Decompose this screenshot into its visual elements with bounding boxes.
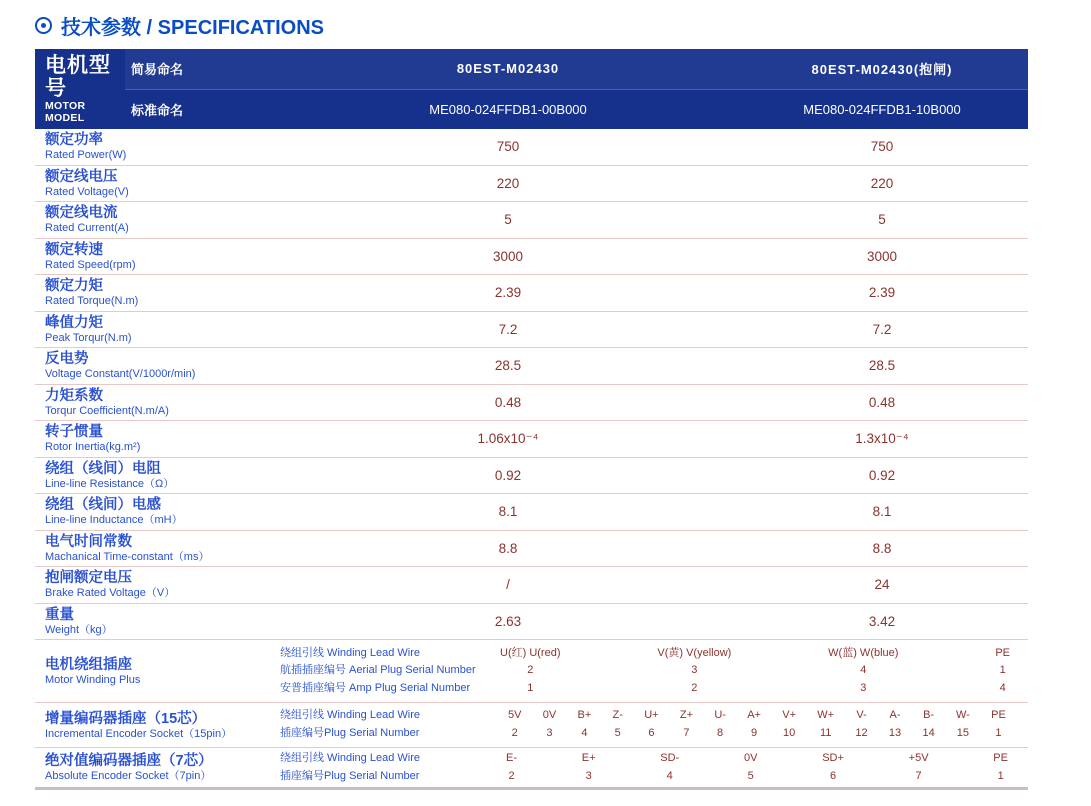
spec-label — [35, 570, 280, 599]
incremental-pin-column — [782, 707, 796, 742]
spec-label — [35, 424, 280, 453]
standard-name-model-2: ME080-024FFDB1-10B000 — [803, 101, 961, 117]
absolute-pin-name: E+ — [581, 751, 596, 764]
winding-pin-amp-number: 1 — [527, 681, 534, 694]
winding-subrow-labels — [280, 645, 500, 698]
incremental-pin-column — [508, 707, 521, 742]
table-row — [35, 275, 1028, 312]
winding-label-cn: 电机绕组插座 — [45, 656, 132, 673]
winding-pin-name: PE — [995, 646, 1010, 659]
spec-label — [35, 351, 280, 380]
incremental-pin-name: 0V — [542, 709, 557, 722]
incremental-pin-column — [644, 707, 658, 742]
spec-value-model-2: 220 — [870, 175, 894, 191]
page-title-text: 技术参数 / SPECIFICATIONS — [61, 17, 324, 39]
winding-pin-aerial-number: 2 — [527, 664, 534, 677]
incremental-pin-name: B+ — [577, 709, 592, 722]
absolute-pin-number: 5 — [747, 769, 754, 782]
spec-value-model-1: / — [506, 577, 510, 593]
standard-name-label: 标准命名 — [131, 102, 184, 118]
winding-pin-aerial-number: 1 — [999, 664, 1006, 677]
absolute-plug-serial-label: 插座编号Plug Serial Number — [280, 769, 420, 782]
absolute-pin-name: SD+ — [822, 751, 844, 764]
spec-value-model-1: 2.39 — [494, 285, 522, 301]
incremental-pin-column — [747, 707, 761, 742]
winding-pin-column — [657, 645, 731, 698]
spec-label-cn: 抱闸额定电压 — [45, 570, 132, 586]
spec-value-model-2: 3000 — [866, 248, 898, 264]
winding-section-label — [35, 656, 280, 687]
spec-label-cn: 电气时间常数 — [45, 533, 132, 550]
incremental-pin-column — [855, 707, 867, 742]
spec-value-model-2: 3.42 — [868, 613, 896, 629]
spec-label-en: Line-line Resistance（Ω） — [45, 477, 175, 490]
spec-label-cn: 峰值力矩 — [45, 314, 103, 331]
incremental-pin-number: 5 — [614, 727, 621, 739]
motor-model-label-en: MOTOR MODEL — [45, 100, 86, 125]
spec-value-model-2: 7.2 — [872, 321, 892, 337]
incremental-pin-number: 12 — [855, 727, 868, 739]
spec-label-en: Rated Torque(N.m) — [45, 295, 139, 308]
spec-label-en: Rotor Inertia(kg.m²) — [45, 441, 141, 454]
spec-rows — [35, 129, 1028, 640]
incremental-subrow-labels — [280, 707, 500, 742]
absolute-pin-columns — [500, 750, 1028, 785]
spec-label-en: Rated Power(W) — [45, 149, 127, 162]
incremental-pin-column — [578, 707, 592, 742]
spec-label-en: Rated Voltage(V) — [45, 185, 129, 198]
incremental-pin-name: U+ — [644, 709, 659, 722]
spec-label-en: Brake Rated Voltage（V） — [45, 587, 176, 600]
incremental-pin-columns — [500, 707, 1028, 742]
table-row — [35, 385, 1028, 422]
absolute-pin-number: 2 — [508, 769, 515, 782]
spec-label-en: Rated Speed(rpm) — [45, 258, 136, 271]
incremental-pin-name: 5V — [508, 709, 522, 722]
incremental-pin-column — [680, 707, 693, 742]
spec-label-en: Torqur Coefficient(N.m/A) — [45, 404, 169, 417]
absolute-pin-name: SD- — [660, 751, 680, 764]
absolute-subrow-labels — [280, 750, 500, 785]
spec-value-model-1: 8.8 — [498, 540, 518, 556]
incremental-pin-name: PE — [991, 709, 1006, 722]
spec-label-cn: 力矩系数 — [45, 387, 103, 404]
spec-value-model-1: 8.1 — [498, 504, 518, 520]
spec-label-cn: 额定力矩 — [45, 278, 103, 294]
spec-label-en: Machanical Time-constant（ms） — [45, 550, 210, 563]
standard-name-row — [125, 89, 1028, 130]
incremental-pin-number: 8 — [717, 727, 724, 739]
absolute-pin-column — [660, 750, 679, 785]
incremental-pin-column — [889, 707, 901, 742]
incremental-pin-column — [817, 707, 834, 742]
absolute-pin-column — [909, 750, 929, 785]
table-row — [35, 348, 1028, 385]
incremental-pin-number: 14 — [922, 727, 935, 739]
winding-pin-amp-number: 2 — [691, 681, 698, 694]
absolute-pin-number: 4 — [666, 769, 673, 782]
absolute-pin-number: 1 — [997, 769, 1004, 782]
spec-value-model-2: 5 — [878, 212, 886, 228]
absolute-pin-number: 3 — [585, 769, 592, 782]
spec-value-model-2: 750 — [870, 139, 894, 155]
spec-label — [35, 534, 280, 563]
header-name-rows — [125, 49, 1028, 129]
spec-label-cn: 反电势 — [45, 351, 89, 367]
spec-label-cn: 额定线电压 — [45, 168, 118, 185]
spec-value-model-1: 0.48 — [494, 394, 522, 410]
incremental-pin-number: 10 — [783, 727, 796, 739]
spec-label-cn: 额定线电流 — [45, 205, 118, 221]
absolute-pin-name: PE — [993, 751, 1008, 764]
absolute-pin-column — [744, 750, 757, 785]
incremental-pin-column — [956, 707, 970, 742]
incremental-pin-column — [543, 707, 556, 742]
incremental-pin-name: V+ — [782, 709, 797, 722]
spec-value-model-1: 5 — [504, 212, 512, 228]
spec-value-model-1: 7.2 — [498, 321, 518, 337]
incremental-pin-name: A- — [889, 709, 901, 722]
incremental-pin-column — [714, 707, 726, 742]
table-row — [35, 531, 1028, 568]
spec-label-cn: 重量 — [45, 606, 74, 623]
incremental-pin-column — [922, 707, 934, 742]
spec-value-model-1: 750 — [496, 139, 520, 155]
absolute-label-en: Absolute Encoder Socket（7pin） — [45, 770, 212, 783]
winding-pin-aerial-number: 4 — [860, 664, 867, 677]
spec-label — [35, 169, 280, 198]
table-row — [35, 202, 1028, 239]
spec-label — [35, 461, 280, 490]
spec-label — [35, 497, 280, 526]
incremental-pin-number: 15 — [956, 727, 970, 739]
aerial-plug-serial-label: 航插插座编号 Aerial Plug Serial Number — [280, 664, 476, 677]
spec-label — [35, 607, 280, 636]
spec-value-model-2: 1.3x10⁻⁴ — [855, 430, 909, 446]
table-row — [35, 567, 1028, 604]
incremental-label-en: Incremental Encoder Socket（15pin） — [45, 727, 233, 740]
spec-value-model-1: 28.5 — [494, 358, 522, 374]
winding-pin-aerial-number: 3 — [691, 664, 698, 677]
spec-value-model-2: 8.1 — [872, 504, 892, 520]
winding-pin-column — [995, 645, 1010, 698]
incremental-pin-number: 6 — [648, 727, 655, 739]
winding-pin-column — [500, 645, 561, 698]
spec-label-en: Voltage Constant(V/1000r/min) — [45, 368, 196, 381]
incremental-pin-number: 2 — [511, 727, 518, 739]
winding-pin-name: W(蓝) W(blue) — [828, 646, 899, 659]
absolute-label-cn: 绝对值编码器插座（7芯） — [45, 753, 213, 770]
incremental-pin-number: 9 — [751, 727, 758, 739]
absolute-pin-name: 0V — [743, 751, 758, 764]
motor-winding-plug-section — [35, 640, 1028, 703]
spec-value-model-1: 3000 — [492, 248, 524, 264]
spec-label — [35, 278, 280, 307]
standard-name-model-1: ME080-024FFDB1-00B000 — [429, 101, 587, 117]
incremental-pin-number: 3 — [546, 727, 553, 739]
spec-label-en: Weight（kg） — [45, 623, 113, 636]
incremental-pin-number: 4 — [581, 727, 588, 739]
absolute-encoder-section — [35, 748, 1028, 790]
spec-value-model-1: 220 — [496, 175, 520, 191]
incremental-lead-wire-label: 绕组引线 Winding Lead Wire — [280, 709, 420, 722]
simple-name-label: 简易命名 — [131, 62, 184, 78]
absolute-pin-number: 6 — [829, 769, 837, 782]
table-row — [35, 494, 1028, 531]
simple-name-model-2: 80EST-M02430(抱闸) — [811, 62, 953, 78]
incremental-pin-name: Z- — [612, 709, 623, 722]
table-row — [35, 129, 1028, 166]
table-header — [35, 49, 1028, 129]
incremental-pin-number: 1 — [995, 727, 1002, 739]
incremental-plug-serial-label: 插座编号Plug Serial Number — [280, 727, 420, 739]
amp-plug-serial-label: 安普插座编号 Amp Plug Serial Number — [280, 681, 471, 694]
simple-name-row — [125, 49, 1028, 89]
absolute-pin-number: 7 — [915, 769, 922, 782]
spec-value-model-1: 0.92 — [494, 467, 522, 483]
incremental-encoder-section — [35, 703, 1028, 748]
spec-label — [35, 388, 280, 417]
spec-label — [35, 205, 280, 234]
spec-value-model-2: 8.8 — [872, 540, 892, 556]
simple-name-model-1: 80EST-M02430 — [456, 61, 560, 77]
winding-pin-columns — [500, 645, 1028, 698]
incremental-section-label — [35, 710, 280, 741]
spec-label — [35, 132, 280, 161]
table-row — [35, 312, 1028, 349]
motor-model-header-cell — [35, 49, 125, 129]
incremental-pin-name: A+ — [747, 709, 761, 722]
spec-value-model-2: 0.92 — [868, 467, 896, 483]
incremental-pin-name: B- — [923, 709, 935, 722]
spec-label-cn: 额定转速 — [45, 241, 103, 258]
table-row — [35, 166, 1028, 203]
spec-value-model-2: 28.5 — [868, 358, 896, 374]
winding-pin-name: U(红) U(red) — [500, 646, 561, 659]
absolute-pin-name: E- — [506, 751, 517, 764]
incremental-pin-column — [991, 707, 1006, 742]
spec-label-en: Peak Torqur(N.m) — [45, 331, 132, 344]
winding-pin-amp-number: 4 — [999, 681, 1006, 694]
spec-label — [35, 242, 280, 271]
table-row — [35, 458, 1028, 495]
incremental-pin-number: 7 — [683, 727, 690, 739]
spec-label-en: Line-line Inductance（mH） — [45, 514, 183, 527]
absolute-lead-wire-label: 绕组引线 Winding Lead Wire — [280, 751, 420, 764]
incremental-label-cn: 增量编码器插座（15芯） — [45, 710, 207, 727]
incremental-pin-name: Z+ — [679, 709, 694, 722]
table-row — [35, 421, 1028, 458]
spec-label-cn: 额定功率 — [45, 132, 103, 148]
spec-label-en: Rated Current(A) — [45, 222, 129, 235]
incremental-pin-name: V- — [856, 709, 867, 722]
incremental-pin-number: 13 — [888, 727, 902, 739]
spec-value-model-2: 2.39 — [868, 285, 896, 301]
winding-pin-amp-number: 3 — [860, 681, 867, 694]
winding-lead-wire-label: 绕组引线 Winding Lead Wire — [280, 646, 420, 659]
winding-pin-name: V(黄) V(yellow) — [657, 646, 732, 659]
incremental-pin-number: 11 — [819, 727, 832, 739]
spec-value-model-2: 24 — [874, 577, 890, 593]
absolute-pin-column — [582, 750, 596, 785]
motor-model-label-cn: 电机型号 — [45, 53, 111, 100]
winding-pin-column — [828, 645, 898, 698]
absolute-pin-name: +5V — [908, 751, 929, 764]
circle-dot-icon — [35, 17, 52, 34]
winding-label-en: Motor Winding Plus — [45, 673, 141, 686]
table-row — [35, 239, 1028, 276]
specifications-table — [35, 49, 1028, 790]
spec-value-model-1: 1.06x10⁻⁴ — [477, 430, 539, 446]
spec-value-model-1: 2.63 — [494, 613, 522, 629]
spec-label — [35, 315, 280, 344]
spec-label-cn: 绕组（线间）电感 — [45, 497, 161, 513]
absolute-pin-column — [993, 750, 1008, 785]
incremental-pin-name: W+ — [817, 709, 835, 722]
incremental-pin-name: W- — [955, 709, 970, 722]
spec-label-cn: 转子惯量 — [45, 424, 103, 440]
spec-label-cn: 绕组（线间）电阻 — [45, 460, 161, 477]
absolute-pin-column — [506, 750, 517, 785]
incremental-pin-name: U- — [714, 709, 726, 722]
absolute-pin-column — [822, 750, 844, 785]
table-row — [35, 604, 1028, 641]
page-title — [35, 11, 1091, 40]
absolute-section-label — [35, 752, 280, 783]
incremental-pin-column — [613, 707, 623, 742]
spec-value-model-2: 0.48 — [868, 394, 896, 410]
